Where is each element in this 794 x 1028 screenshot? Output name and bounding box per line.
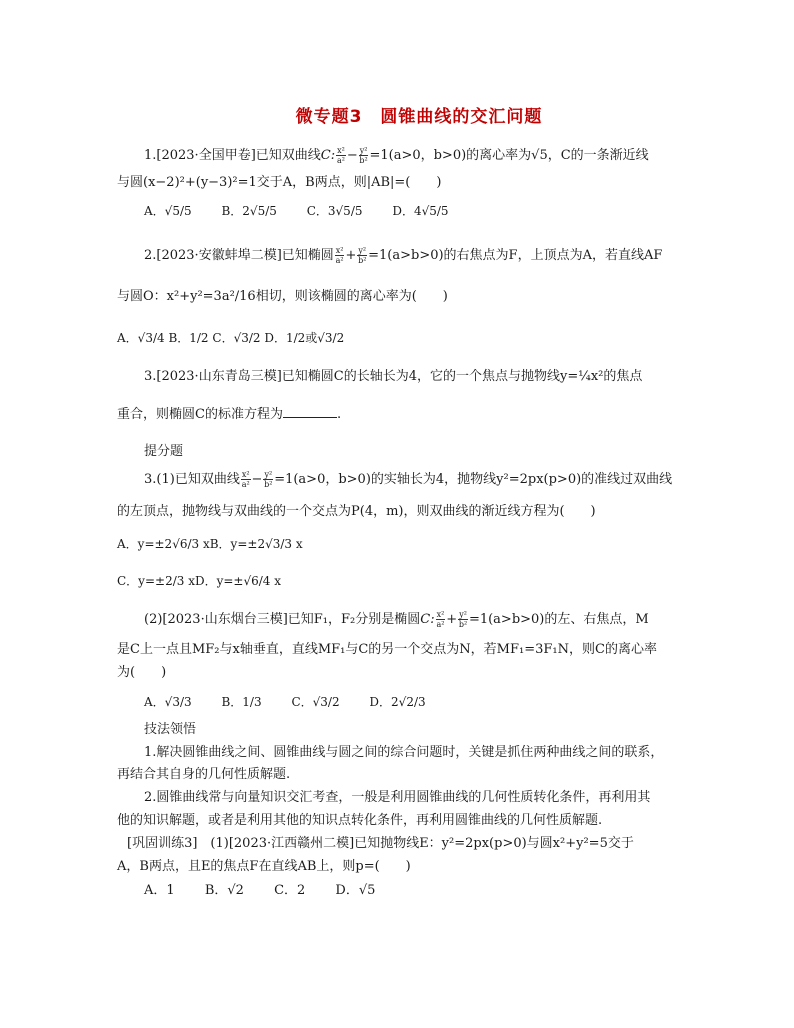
tip1-line2: 再结合其自身的几何性质解题. [117, 767, 291, 782]
drill-line1: [巩固训练3] (1)[2023·江西赣州二模]已知抛物线E：y²=2px(p>0)与圆x²+y²=5交于 [127, 836, 634, 851]
drill-options [144, 881, 724, 901]
drill-option-d[interactable]: D．√5 [335, 883, 376, 898]
p1-line2: 的左顶点，抛物线与双曲线的一个交点为P(4，m)，则双曲线的渐近线方程为( ) [117, 504, 596, 519]
tip2-line2: 他的知识解题，或者是利用其他的知识点转化条件，再利用圆锥曲线的几何性质解题. [117, 813, 603, 828]
fraction: $\frac{\text{y²}}{\text{b²}}$ [458, 610, 468, 629]
p1-line1: 3.(1)已知双曲线 $\frac{\text{x²}}{\text{a²}}$ − $\frac{\text{y²}}{\text{b²}}$ =1(a>0，b>0)的实轴长为4，抛物线y²=2px(p>0)的准线过双曲线 [144, 470, 673, 489]
q1-options [144, 201, 724, 221]
page-title: 微专题3 圆锥曲线的交汇问题 [295, 107, 543, 127]
q1-option-a[interactable]: A．√5/5 [144, 204, 192, 218]
drill-option-a[interactable]: A．1 [144, 883, 175, 898]
tip2-line1: 2.圆锥曲线常与向量知识交汇考查，一般是利用圆锥曲线的几何性质转化条件，再利用其 [144, 790, 651, 805]
p1-options-cd[interactable]: C．y=±2/3 xD．y=±√6/4 x [117, 574, 282, 588]
p2-option-a[interactable]: A．√3/3 [144, 695, 192, 709]
p2-line3: 为( ) [117, 665, 167, 680]
tip1-line1: 1.解决圆锥曲线之间、圆锥曲线与圆之间的综合问题时，关键是抓住两种曲线之间的联系， [144, 745, 664, 760]
drill-option-c[interactable]: C．2 [274, 883, 306, 898]
fraction: $\frac{\text{x²}}{\text{a²}}$ [241, 470, 250, 489]
answer-blank[interactable] [283, 405, 337, 418]
q1-line1: 1.[2023·全国甲卷]已知双曲线C: $\frac{\text{x²}}{\text{a²}}$ − $\frac{\text{y²}}{\text{b²}}$ =1(a>0，b>0)的离心率为√5，C的一条渐近线 [144, 146, 649, 165]
fraction: $\frac{\text{y²}}{\text{b²}}$ [359, 146, 368, 165]
q1-option-b[interactable]: B．2√5/5 [221, 204, 277, 218]
q2-line2: 与圆O：x²+y²=3a²/16相切，则该椭圆的离心率为( ) [117, 289, 448, 304]
p2-option-d[interactable]: D．2√2/3 [369, 695, 426, 709]
drill-option-b[interactable]: B．√2 [204, 883, 244, 898]
fraction: $\frac{\text{y²}}{\text{b²}}$ [264, 470, 273, 489]
drill-line2: A，B两点，且E的焦点F在直线AB上，则p=( ) [117, 859, 411, 874]
q3-line1: 3.[2023·山东青岛三模]已知椭圆C的长轴长为4，它的一个焦点与抛物线y=¼x²的焦点 [144, 369, 643, 384]
p2-options [144, 692, 724, 712]
p2-option-b[interactable]: B．1/3 [221, 695, 262, 709]
q1-option-d[interactable]: D．4√5/5 [392, 204, 449, 218]
q1-option-c[interactable]: C．3√5/5 [306, 204, 363, 218]
section-heading-jifalingwu: 技法领悟 [144, 722, 197, 737]
fraction: $\frac{\text{y²}}{\text{b²}}$ [358, 246, 367, 265]
q3-line2: 重合，则椭圆C的标准方程为 . [117, 407, 342, 422]
q1-line2: 与圆(x−2)²+(y−3)²=1交于A，B两点，则|AB|=( ) [117, 175, 442, 190]
p2-option-c[interactable]: C．√3/2 [291, 695, 340, 709]
fraction: $\frac{\text{x²}}{\text{a²}}$ [335, 246, 344, 265]
fraction: $\frac{\text{x²}}{\text{a²}}$ [336, 146, 345, 165]
section-heading-tifenti: 提分题 [144, 444, 184, 459]
q2-options[interactable]: A．√3/4 B．1/2 C．√3/2 D．1/2或√3/2 [117, 331, 345, 345]
p2-line2: 是C上一点且MF₂与x轴垂直，直线MF₁与C的另一个交点为N，若MF₁=3F₁N，则C的离心率 [117, 642, 657, 657]
p1-options-ab[interactable]: A．y=±2√6/3 xB．y=±2√3/3 x [117, 537, 303, 551]
q2-line1: 2.[2023·安徽蚌埠二模]已知椭圆 $\frac{\text{x²}}{\text{a²}}$ + $\frac{\text{y²}}{\text{b²}}$ =1(a>b>0)的右焦点为F，上顶点为A，若直线AF [144, 246, 663, 265]
fraction: $\frac{\text{x²}}{\text{a²}}$ [436, 610, 445, 629]
p2-line1: (2)[2023·山东烟台三模]已知F₁，F₂分别是椭圆C: $\frac{\text{x²}}{\text{a²}}$ + $\frac{\text{y²}}{\text{b²}}$ =1(a>b>0)的左、右焦点，M [144, 610, 649, 629]
